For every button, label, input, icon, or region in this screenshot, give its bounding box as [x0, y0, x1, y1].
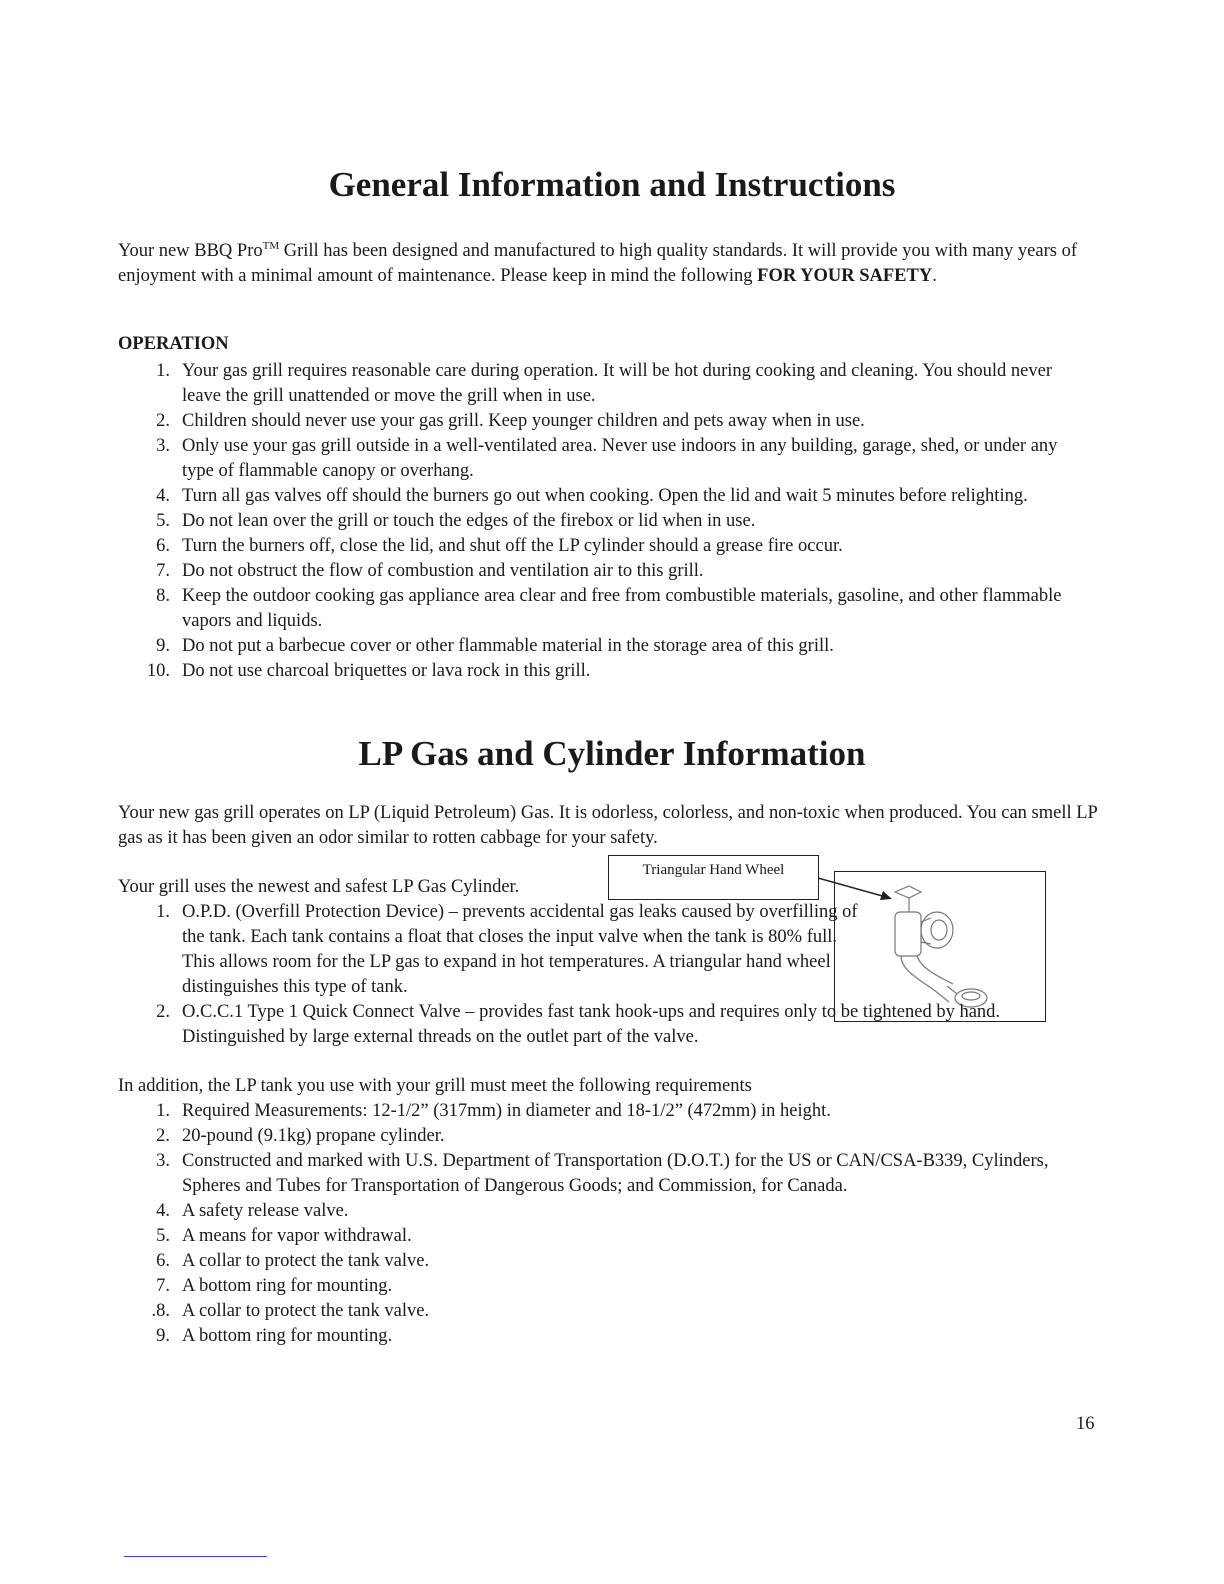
- footer-rule: [124, 1556, 267, 1557]
- list-item-text: Only use your gas grill outside in a well-ventilated area. Never use indoors in any building, garage, shed, or under any type of flammable canopy or overhang.: [182, 436, 1058, 481]
- lp-intro-paragraph: Your new gas grill operates on LP (Liquid Petroleum) Gas. It is odorless, colorless, and non-toxic when produced. You can smell LP gas as it has been given an odor similar to rotten cabbage for your safety.: [118, 803, 1098, 848]
- list-item-text: Do not lean over the grill or touch the edges of the firebox or lid when in use.: [182, 511, 756, 531]
- list-item-number: 5.: [156, 1226, 170, 1246]
- list-item-text: Turn all gas valves off should the burners go out when cooking. Open the lid and wait 5 minutes before relighting.: [182, 486, 1028, 506]
- operation-list: [118, 359, 1093, 684]
- list-item-text: A bottom ring for mounting.: [182, 1326, 393, 1346]
- list-item-number: 4.: [156, 486, 170, 506]
- list-item: [118, 434, 1093, 484]
- list-item: [118, 1124, 1078, 1149]
- page-title: General Information and Instructions: [328, 165, 896, 204]
- cylinder-features-list: [118, 900, 1103, 1050]
- list-item-number: 9.: [156, 1326, 170, 1346]
- list-item: [118, 409, 1093, 434]
- list-item: [118, 509, 1093, 534]
- list-item-text: A bottom ring for mounting.: [182, 1276, 393, 1296]
- trademark-mark: TM: [262, 240, 280, 252]
- list-item: [118, 1000, 1103, 1050]
- list-item-number: 7.: [156, 1276, 170, 1296]
- list-item-text: O.C.C.1 Type 1 Quick Connect Valve – provides fast tank hook-ups and requires only to be tightened by hand. Distinguished by large external threads on the outlet part of the valve.: [182, 1002, 1001, 1047]
- operation-heading: OPERATION: [118, 334, 229, 354]
- list-item-text: Required Measurements: 12-1/2” (317mm) in diameter and 18-1/2” (472mm) in height.: [182, 1101, 831, 1121]
- list-item-number: 2.: [156, 411, 170, 431]
- callout-label: Triangular Hand Wheel: [608, 855, 819, 900]
- list-item-number: 9.: [156, 636, 170, 656]
- list-item: [118, 1199, 1078, 1224]
- list-item-text: A collar to protect the tank valve.: [182, 1251, 430, 1271]
- list-item-number: 7.: [156, 561, 170, 581]
- list-item-number: 1.: [156, 361, 170, 381]
- list-item-text: Your gas grill requires reasonable care during operation. It will be hot during cooking and cleaning. You should never leave the grill unattended or move the grill when in use.: [182, 361, 1052, 406]
- list-item-text: O.P.D. (Overfill Protection Device) – prevents accidental gas leaks caused by overfilling of the tank. Each tank contains a float that closes the input valve when the tank is 80% full. This allows room for the LP gas to expand in hot temperatures. A triangular hand wheel distinguishes this type of tank.: [182, 902, 858, 997]
- list-item-text: Do not use charcoal briquettes or lava rock in this grill.: [182, 661, 591, 681]
- list-item: [118, 534, 1093, 559]
- list-item-number: .8.: [151, 1301, 170, 1321]
- list-item: [118, 1274, 1078, 1299]
- list-item: [118, 559, 1093, 584]
- list-item-number: 6.: [156, 536, 170, 556]
- list-item: [118, 484, 1093, 509]
- list-item-text: Constructed and marked with U.S. Department of Transportation (D.O.T.) for the US or CAN/CSA-B339, Cylinders, Spheres and Tubes for Transportation of Dangerous Goods; and Commission, for Canada.: [182, 1151, 1049, 1196]
- list-item-text: Turn the burners off, close the lid, and shut off the LP cylinder should a grease fire occur.: [182, 536, 843, 556]
- list-item-text: A means for vapor withdrawal.: [182, 1226, 412, 1246]
- list-item-text: Children should never use your gas grill. Keep younger children and pets away when in use.: [182, 411, 865, 431]
- list-item: [118, 1099, 1078, 1124]
- list-item-text: 20-pound (9.1kg) propane cylinder.: [182, 1126, 445, 1146]
- list-item-number: 1.: [156, 1101, 170, 1121]
- list-item-number: 5.: [156, 511, 170, 531]
- list-item: [118, 584, 1093, 634]
- list-item: [118, 1224, 1078, 1249]
- list-item: [118, 359, 1093, 409]
- list-item-text: A safety release valve.: [182, 1201, 349, 1221]
- list-item: [118, 1249, 1078, 1274]
- list-item-number: 2.: [156, 1002, 170, 1022]
- list-item-text: Keep the outdoor cooking gas appliance area clear and free from combustible materials, gasoline, and other flammable vapors and liquids.: [182, 586, 1062, 631]
- page-number: 16: [1076, 1414, 1095, 1434]
- list-item-number: 4.: [156, 1201, 170, 1221]
- intro-paragraph: [118, 234, 1108, 289]
- list-item: [118, 900, 862, 1000]
- safety-emphasis: FOR YOUR SAFETY: [757, 266, 933, 287]
- list-item-number: 2.: [156, 1126, 170, 1146]
- list-item-number: 10.: [146, 661, 170, 681]
- requirements-intro: In addition, the LP tank you use with your grill must meet the following requirements: [118, 1076, 752, 1096]
- list-item-number: 1.: [156, 902, 170, 922]
- list-item-number: 8.: [156, 586, 170, 606]
- list-item: [118, 1324, 1078, 1349]
- section-title-lp-gas: LP Gas and Cylinder Information: [358, 734, 866, 773]
- list-item-text: A collar to protect the tank valve.: [182, 1301, 430, 1321]
- list-item: [118, 659, 1093, 684]
- list-item: [118, 1149, 1078, 1199]
- list-item-number: 3.: [156, 1151, 170, 1171]
- list-item-number: 6.: [156, 1251, 170, 1271]
- list-item: [118, 1299, 1078, 1324]
- list-item-number: 3.: [156, 436, 170, 456]
- list-item: [118, 634, 1093, 659]
- list-item-text: Do not put a barbecue cover or other flammable material in the storage area of this grill.: [182, 636, 834, 656]
- intro-text-a: Your new BBQ Pro: [118, 241, 263, 262]
- list-item-text: Do not obstruct the flow of combustion and ventilation air to this grill.: [182, 561, 704, 581]
- intro-text-b: Grill has been designed and manufactured to high quality standards. It will provide you with many years of enjoyment with a minimal amount of maintenance. Please keep in mind the following: [118, 241, 1077, 287]
- requirements-list: [118, 1099, 1078, 1349]
- intro-text-end: .: [932, 266, 937, 287]
- cylinder-intro: Your grill uses the newest and safest LP Gas Cylinder.: [118, 877, 520, 897]
